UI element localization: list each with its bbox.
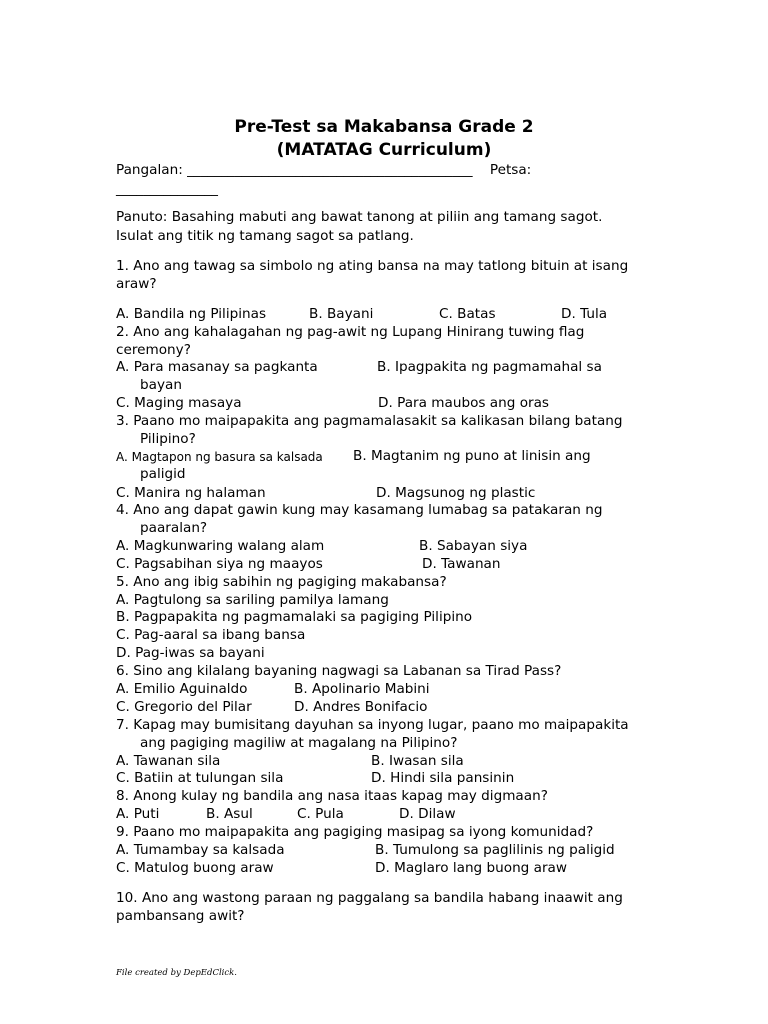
q2-choice-a: A. Para masanay sa pagkanta [116, 359, 318, 375]
page-title: Pre-Test sa Makabansa Grade 2 [234, 117, 534, 137]
q4-choice-a: A. Magkunwaring walang alam [116, 538, 325, 554]
q8-choice-a: A. Puti [116, 806, 160, 822]
q8-choice-c: C. Pula [297, 806, 344, 822]
q6-choice-c: C. Gregorio del Pilar [116, 699, 252, 715]
q2-choice-b: B. Ipagpakita ng pagmamahal sa [377, 359, 602, 375]
question-8: 8. Anong kulay ng bandila ang nasa itaas kapag may digmaan? [116, 788, 548, 804]
q3-choice-b: B. Magtanim ng puno at linisin ang [353, 448, 591, 464]
q2-choice-d: D. Para maubos ang oras [378, 395, 550, 411]
question-10-cont: pambansang awit? [116, 908, 245, 924]
instructions-line-2: Isulat ang titik ng tamang sagot sa patlang. [116, 228, 414, 244]
q9-choice-a: A. Tumambay sa kalsada [116, 842, 285, 858]
q4-choice-c: C. Pagsabihan siya ng maayos [116, 556, 323, 572]
q1-choice-a: A. Bandila ng Pilipinas [116, 306, 267, 322]
question-1-cont: araw? [116, 276, 157, 292]
q3-choice-b-cont: paligid [140, 466, 186, 482]
question-7: 7. Kapag may bumisitang dayuhan sa inyong lugar, paano mo maipapakita [116, 717, 629, 733]
question-9: 9. Paano mo maipapakita ang pagiging masipag sa iyong komunidad? [116, 824, 594, 840]
instructions-line-1: Panuto: Basahing mabuti ang bawat tanong at piliin ang tamang sagot. [116, 209, 603, 225]
q8-choice-d: D. Dilaw [399, 806, 456, 822]
q1-choice-b: B. Bayani [309, 306, 374, 322]
date-blank: _______________ [116, 181, 218, 197]
q7-choice-d: D. Hindi sila pansinin [371, 770, 515, 786]
q2-choice-c: C. Maging masaya [116, 395, 242, 411]
q5-choice-a: A. Pagtulong sa sariling pamilya lamang [116, 592, 389, 608]
question-4-cont: paaralan? [140, 520, 208, 536]
q4-choice-d: D. Tawanan [422, 556, 501, 572]
q5-choice-d: D. Pag-iwas sa bayani [116, 645, 265, 661]
q7-choice-c: C. Batiin at tulungan sila [116, 770, 284, 786]
q6-choice-a: A. Emilio Aguinaldo [116, 681, 248, 697]
q6-choice-b: B. Apolinario Mabini [294, 681, 430, 697]
q1-choice-d: D. Tula [561, 306, 608, 322]
question-2-cont: ceremony? [116, 342, 191, 358]
q3-choice-a: A. Magtapon ng basura sa kalsada [116, 450, 323, 464]
q9-choice-b: B. Tumulong sa paglilinis ng paligid [375, 842, 615, 858]
q3-choice-d: D. Magsunog ng plastic [376, 485, 536, 501]
question-4: 4. Ano ang dapat gawin kung may kasamang lumabag sa patakaran ng [116, 502, 603, 518]
question-2: 2. Ano ang kahalagahan ng pag-awit ng Lupang Hinirang tuwing flag [116, 324, 585, 340]
question-3-cont: Pilipino? [140, 431, 196, 447]
question-1: 1. Ano ang tawag sa simbolo ng ating bansa na may tatlong bituin at isang [116, 258, 629, 274]
question-10: 10. Ano ang wastong paraan ng paggalang sa bandila habang inaawit ang [116, 890, 623, 906]
q6-choice-d: D. Andres Bonifacio [294, 699, 428, 715]
q7-choice-b: B. Iwasan sila [371, 753, 464, 769]
footer-credit: File created by DepEdClick. [116, 968, 238, 978]
question-7-cont: ang pagiging magiliw at magalang na Pilipino? [140, 735, 458, 751]
q5-choice-b: B. Pagpapakita ng pagmamalaki sa pagiging Pilipino [116, 609, 473, 625]
page-subtitle: (MATATAG Curriculum) [276, 140, 492, 160]
question-6: 6. Sino ang kilalang bayaning nagwagi sa Labanan sa Tirad Pass? [116, 663, 562, 679]
q1-choice-c: C. Batas [439, 306, 496, 322]
q9-choice-d: D. Maglaro lang buong araw [375, 860, 567, 876]
q7-choice-a: A. Tawanan sila [116, 753, 221, 769]
question-5: 5. Ano ang ibig sabihin ng pagiging makabansa? [116, 574, 447, 590]
q8-choice-b: B. Asul [206, 806, 253, 822]
q3-choice-c: C. Manira ng halaman [116, 485, 266, 501]
q9-choice-c: C. Matulog buong araw [116, 860, 274, 876]
q4-choice-b: B. Sabayan siya [419, 538, 528, 554]
name-date-line: Pangalan: __________________________________________ Petsa: [116, 162, 532, 178]
question-3: 3. Paano mo maipapakita ang pagmamalasakit sa kalikasan bilang batang [116, 413, 623, 429]
q2-choice-b-cont: bayan [140, 377, 182, 393]
q5-choice-c: C. Pag-aaral sa ibang bansa [116, 627, 306, 643]
